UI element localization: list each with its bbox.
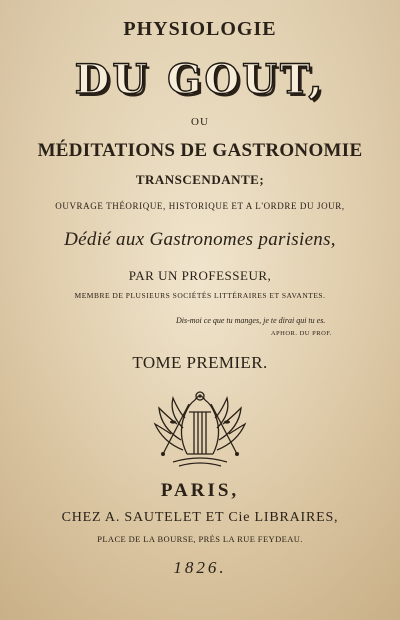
volume-label: TOME PREMIER. xyxy=(132,353,268,372)
imprint-year: 1826. xyxy=(173,558,227,577)
work-description: OUVRAGE THÉORIQUE, HISTORIQUE ET A L'ORDRE DU JOUR, xyxy=(55,201,345,211)
imprint-city: PARIS, xyxy=(160,480,240,501)
dedication: Dédié aux Gastronomes parisiens, xyxy=(64,229,336,250)
author-credentials: MEMBRE DE PLUSIEURS SOCIÉTÉS LITTÉRAIRES ET SAVANTES. xyxy=(74,291,326,300)
imprint-publisher: CHEZ A. SAUTELET ET Cie LIBRAIRES, xyxy=(61,510,339,525)
epigraph xyxy=(176,314,346,340)
subtitle-meditations: MÉDITATIONS DE GASTRONOMIE xyxy=(37,140,363,161)
author-line: PAR UN PROFESSEUR, xyxy=(128,268,272,283)
epigraph-attribution: APHOR. DU PROF. xyxy=(270,330,332,337)
epigraph-quote: Dis-moi ce que tu manges, je te dirai qui tu es. xyxy=(176,316,326,325)
title-line-du-gout: DU GOUT, xyxy=(74,56,326,103)
lyre-ornament-icon xyxy=(143,384,257,468)
title-line-physiologie: PHYSIOLOGIE xyxy=(123,18,277,40)
imprint-address: PLACE DE LA BOURSE, PRÈS LA RUE FEYDEAU. xyxy=(97,534,303,544)
conjunction-ou: OU xyxy=(191,116,209,128)
subtitle-transcendante: TRANSCENDANTE; xyxy=(135,172,265,187)
